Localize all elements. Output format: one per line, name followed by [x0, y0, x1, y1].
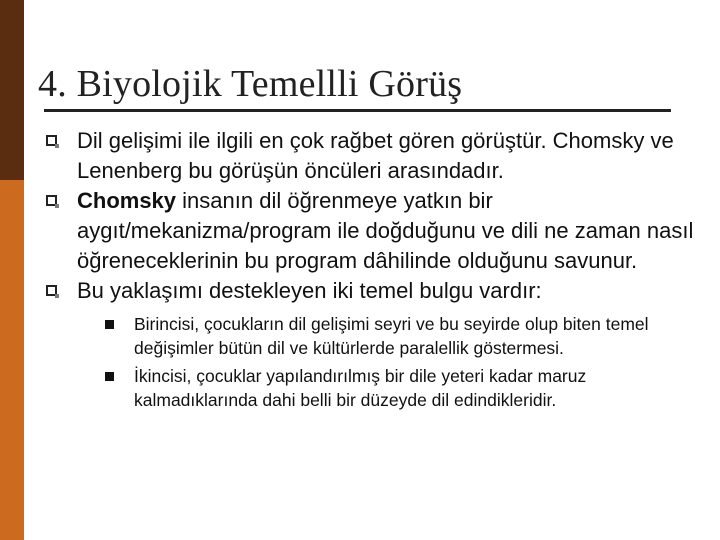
- bullet-item-3: [44, 276, 694, 412]
- hollow-square-bullet-icon: [46, 285, 57, 296]
- sub-bullet-item-1: [104, 312, 694, 360]
- hollow-square-bullet-icon: [46, 135, 57, 146]
- filled-square-bullet-icon: [105, 320, 114, 329]
- bullet-emphasis: Chomsky: [77, 188, 177, 213]
- bullet-text: insanın dil öğrenmeye yatkın bir aygıt/mekanizma/program ile doğduğunu ve dili ne zaman nasıl öğreneceklerinin bu program dâhilinde olduğunu savunur.: [77, 188, 694, 273]
- sidebar-accent-band: [0, 180, 24, 540]
- title-underline: [44, 109, 671, 112]
- sub-bullet-list: [77, 312, 694, 412]
- sidebar-dark-band: [0, 0, 24, 180]
- slide-title: 4. Biyolojik Temellli Görüş: [38, 63, 463, 105]
- bullet-text: Dil gelişimi ile ilgili en çok rağbet gören görüştür. Chomsky ve Lenenberg bu görüşün öncüleri arasındadır.: [77, 128, 674, 183]
- sub-bullet-text: Birincisi, çocukların dil gelişimi seyri ve bu seyirde olup biten temel değişimler bütün dil ve kültürlerde paralellik göstermesi.: [134, 314, 649, 358]
- sub-bullet-text: İkincisi, çocuklar yapılandırılmış bir dile yeteri kadar maruz kalmadıklarında dahi belli bir düzeyde dil edindikleridir.: [134, 366, 587, 410]
- hollow-square-bullet-icon: [46, 195, 57, 206]
- bullet-list: [44, 126, 694, 412]
- bullet-text: Bu yaklaşımı destekleyen iki temel bulgu vardır:: [77, 278, 542, 303]
- bullet-item-2: [44, 186, 694, 276]
- bullet-item-1: [44, 126, 694, 186]
- filled-square-bullet-icon: [105, 372, 114, 381]
- sub-bullet-item-2: [104, 364, 694, 412]
